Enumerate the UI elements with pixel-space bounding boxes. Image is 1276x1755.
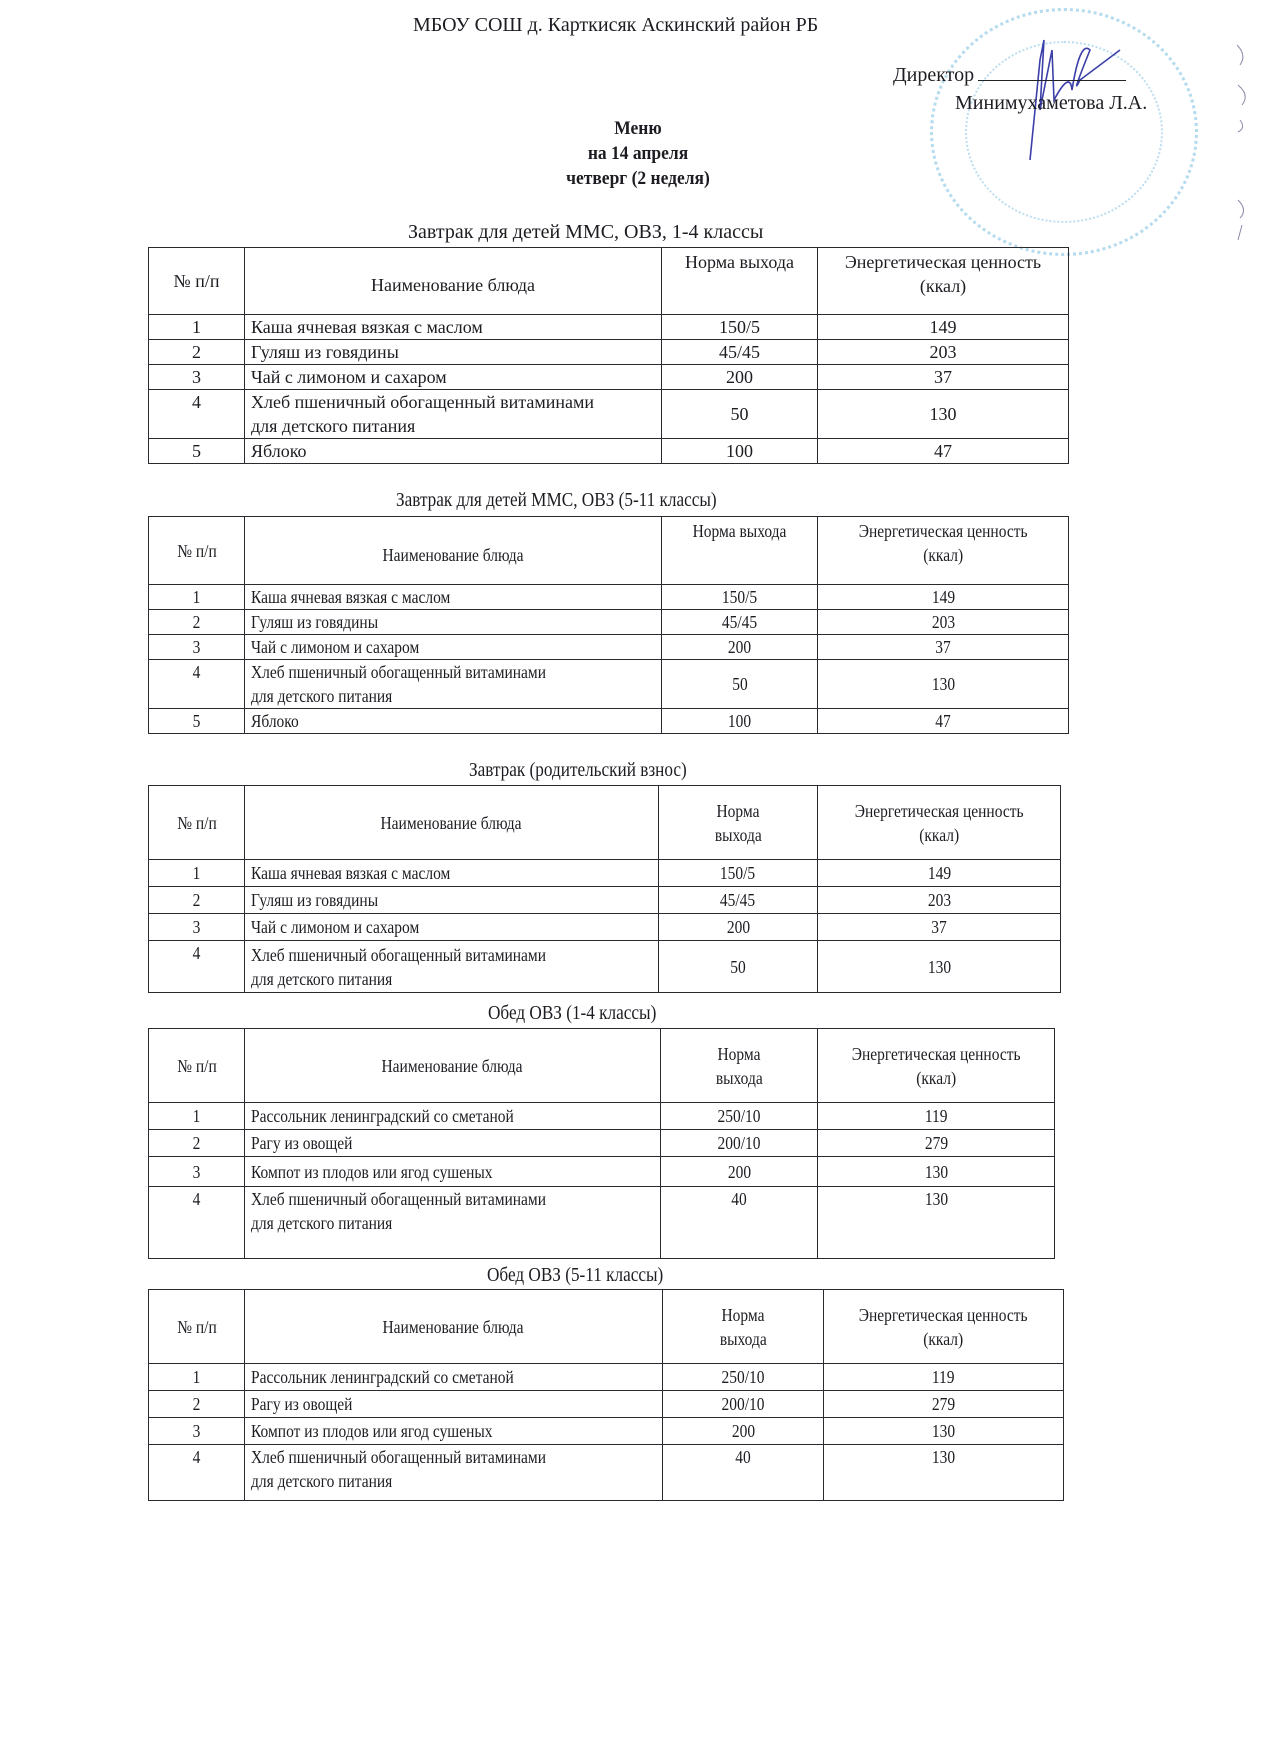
table-row: 4 Хлеб пшеничный обогащенный витаминами для детского питания 50 130: [149, 660, 1069, 709]
col-header-name: Наименование блюда: [245, 1290, 663, 1364]
menu-weekday: четверг (2 неделя): [566, 168, 710, 189]
table-row: 4 Хлеб пшеничный обогащенный витаминами для детского питания 40 130: [149, 1187, 1055, 1259]
table-row: 2 Рагу из овощей 200/10 279: [149, 1130, 1055, 1157]
table-caption: Завтрак (родительский взнос): [469, 759, 687, 781]
table-row: 1 Рассольник ленинградский со сметаной 250/10 119: [149, 1103, 1055, 1130]
col-header-num: № п/п: [149, 1029, 245, 1103]
director-label: Директор: [893, 64, 975, 86]
menu-table-breakfast-5-11: [148, 516, 1069, 734]
menu-table-lunch-1-4: [148, 1028, 1055, 1259]
table-row: 3 Компот из плодов или ягод сушеных 200 130: [149, 1157, 1055, 1187]
col-header-name: Наименование блюда: [245, 248, 662, 315]
table-row: 2 Гуляш из говядины 45/45 203: [149, 610, 1069, 635]
table-row: 3 Чай с лимоном и сахаром 200 37: [149, 365, 1069, 390]
table-row: 4 Хлеб пшеничный обогащенный витаминами для детского питания 40 130: [149, 1445, 1064, 1501]
table-row: 3 Чай с лимоном и сахаром 200 37: [149, 914, 1061, 941]
menu-table-breakfast-1-4: [148, 247, 1069, 464]
col-header-name: Наименование блюда: [245, 517, 662, 585]
table-caption: Завтрак для детей ММС, ОВЗ (5-11 классы): [396, 489, 717, 511]
menu-table-breakfast-parental: [148, 785, 1061, 993]
table-row: 1 Каша ячневая вязкая с маслом 150/5 149: [149, 315, 1069, 340]
col-header-num: № п/п: [149, 517, 245, 585]
margin-pencil-marks: [1232, 40, 1262, 240]
col-header-name: Наименование блюда: [245, 786, 659, 860]
col-header-norm: Норма выхода: [661, 1029, 818, 1103]
table-row: 2 Рагу из овощей 200/10 279: [149, 1391, 1064, 1418]
table-row: 3 Чай с лимоном и сахаром 200 37: [149, 635, 1069, 660]
col-header-energy: Энергетическая ценность (ккал): [818, 248, 1069, 315]
table-row: 1 Каша ячневая вязкая с маслом 150/5 149: [149, 585, 1069, 610]
col-header-energy: Энергетическая ценность (ккал): [818, 1029, 1055, 1103]
col-header-norm: Норма выхода: [662, 248, 818, 315]
col-header-num: № п/п: [149, 1290, 245, 1364]
table-caption: Обед ОВЗ (5-11 классы): [487, 1264, 664, 1286]
table-row: 3 Компот из плодов или ягод сушеных 200 130: [149, 1418, 1064, 1445]
col-header-name: Наименование блюда: [245, 1029, 661, 1103]
menu-date: на 14 апреля: [587, 143, 689, 164]
table-row: 4 Хлеб пшеничный обогащенный витаминами для детского питания 50 130: [149, 941, 1061, 993]
col-header-norm: Норма выхода: [659, 786, 818, 860]
col-header-norm: Норма выхода: [663, 1290, 824, 1364]
table-row: 1 Каша ячневая вязкая с маслом 150/5 149: [149, 860, 1061, 887]
col-header-num: № п/п: [149, 248, 245, 315]
table-row: 4 Хлеб пшеничный обогащенный витаминами для детского питания 50 130: [149, 390, 1069, 439]
director-name: Минимухаметова Л.А.: [955, 92, 1148, 114]
signature-line: [978, 62, 1126, 81]
table-caption: Завтрак для детей ММС, ОВЗ, 1-4 классы: [408, 221, 764, 243]
table-caption: Обед ОВЗ (1-4 классы): [488, 1002, 657, 1024]
col-header-energy: Энергетическая ценность (ккал): [818, 517, 1069, 585]
table-row: 2 Гуляш из говядины 45/45 203: [149, 340, 1069, 365]
col-header-energy: Энергетическая ценность (ккал): [818, 786, 1061, 860]
table-row: 1 Рассольник ленинградский со сметаной 250/10 119: [149, 1364, 1064, 1391]
menu-table-lunch-5-11: [148, 1289, 1064, 1501]
table-row: 5 Яблоко 100 47: [149, 709, 1069, 734]
organization-name: МБОУ СОШ д. Карткисяк Аскинский район РБ: [413, 14, 819, 36]
director-approval: [893, 62, 1126, 87]
col-header-energy: Энергетическая ценность (ккал): [824, 1290, 1064, 1364]
table-row: 5 Яблоко 100 47: [149, 439, 1069, 464]
col-header-norm: Норма выхода: [662, 517, 818, 585]
menu-title: Меню: [614, 118, 662, 139]
col-header-num: № п/п: [149, 786, 245, 860]
table-row: 2 Гуляш из говядины 45/45 203: [149, 887, 1061, 914]
